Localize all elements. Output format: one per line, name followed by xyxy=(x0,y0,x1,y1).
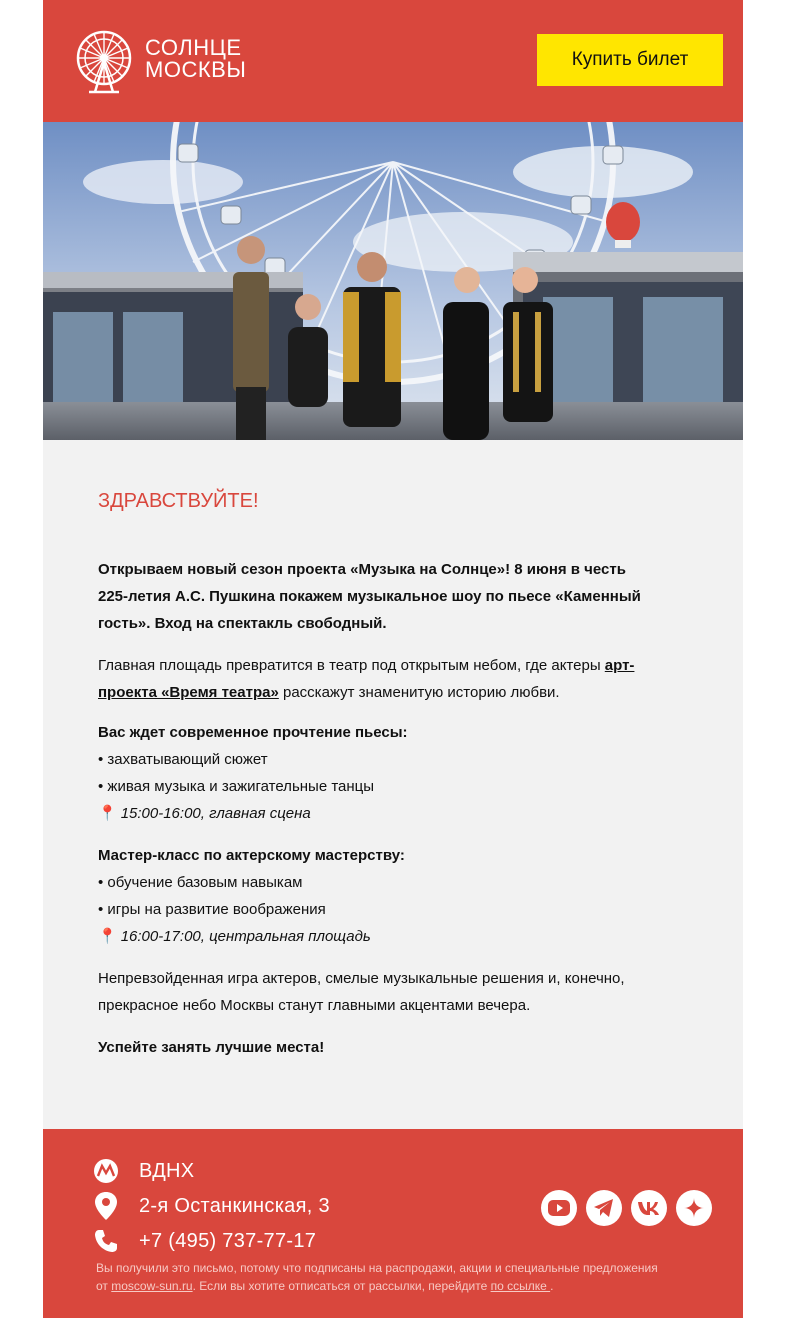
legal-line-2 xyxy=(96,1277,696,1295)
metro-station: ВДНХ xyxy=(139,1159,195,1182)
youtube-button[interactable] xyxy=(541,1190,577,1226)
footer-phone xyxy=(93,1226,317,1256)
footer-address xyxy=(93,1191,330,1221)
logo-text[interactable] xyxy=(145,37,246,81)
legal-line-1: Вы получили это письмо, потому что подписаны на распродажи, акции и специальные предложения xyxy=(96,1261,658,1275)
legal-text xyxy=(96,1259,696,1295)
buy-ticket-button[interactable]: Купить билет xyxy=(537,34,723,86)
art-project-link[interactable]: арт-проекта «Время театра» xyxy=(98,657,635,701)
hero-photo xyxy=(43,122,743,440)
pin-emoji-icon: 📍 xyxy=(98,805,117,822)
legal-mid: . Если вы хотите отписаться от рассылки, перейдите xyxy=(192,1279,491,1293)
footer-metro xyxy=(93,1156,195,1186)
dzen-icon xyxy=(684,1198,704,1218)
intro-paragraph: Открываем новый сезон проекта «Музыка на Солнце»! 8 июня в честь 225-летия А.С. Пушкина покажем музыкальное шоу по пьесе «Каменный гость». Вход на спектакль свободный. xyxy=(98,561,641,632)
logo-line-2: МОСКВЫ xyxy=(145,57,247,82)
dzen-button[interactable] xyxy=(676,1190,712,1226)
metro-icon xyxy=(93,1156,119,1186)
paragraph-venue xyxy=(98,652,658,706)
telegram-icon xyxy=(593,1198,615,1218)
block2-title: Мастер-класс по актерскому мастерству: xyxy=(98,847,405,864)
content-section xyxy=(43,440,743,1129)
block2-item: • обучение базовым навыкам xyxy=(98,874,303,891)
block1-time xyxy=(98,800,658,827)
block2-item: • игры на развитие воображения xyxy=(98,901,326,918)
phone-number[interactable]: +7 (495) 737-77-17 xyxy=(139,1229,317,1252)
greeting-heading: ЗДРАВСТВУЙТЕ! xyxy=(98,490,259,512)
email-container xyxy=(43,0,743,1318)
block1-time-text: 15:00-16:00, главная сцена xyxy=(120,805,311,822)
logo-wheel-icon[interactable] xyxy=(73,28,135,94)
vk-button[interactable] xyxy=(631,1190,667,1226)
paragraph-venue-text-2: расскажут знаменитую историю любви. xyxy=(278,684,560,701)
telegram-button[interactable] xyxy=(586,1190,622,1226)
phone-icon xyxy=(93,1226,119,1256)
logo-line-1: СОЛНЦЕ xyxy=(145,35,242,60)
hero-image[interactable] xyxy=(43,122,743,440)
vk-icon xyxy=(637,1200,661,1216)
block1-title: Вас ждет современное прочтение пьесы: xyxy=(98,724,408,741)
block2-time xyxy=(98,923,658,950)
address-text: 2-я Останкинская, 3 xyxy=(139,1194,330,1217)
footer xyxy=(43,1129,743,1318)
block2-time-text: 16:00-17:00, центральная площадь xyxy=(120,928,371,945)
block1-item: • захватывающий сюжет xyxy=(98,751,268,768)
pin-emoji-icon: 📍 xyxy=(98,928,117,945)
paragraph-venue-text-1: Главная площадь превратится в театр под открытым небом, где актеры xyxy=(98,657,605,674)
paragraph-highlights: Непревзойденная игра актеров, смелые музыкальные решения и, конечно, прекрасное небо Москвы станут главными акцентами вечера. xyxy=(98,970,625,1014)
location-pin-icon xyxy=(93,1191,119,1221)
unsubscribe-link[interactable]: по ссылке xyxy=(490,1279,551,1293)
youtube-icon xyxy=(548,1200,570,1216)
closing-line: Успейте занять лучшие места! xyxy=(98,1039,325,1056)
legal-end: . xyxy=(550,1279,554,1293)
header xyxy=(43,0,743,122)
site-link[interactable]: moscow-sun.ru xyxy=(111,1279,193,1293)
block1-item: • живая музыка и зажигательные танцы xyxy=(98,778,375,795)
legal-from: от xyxy=(96,1279,112,1293)
